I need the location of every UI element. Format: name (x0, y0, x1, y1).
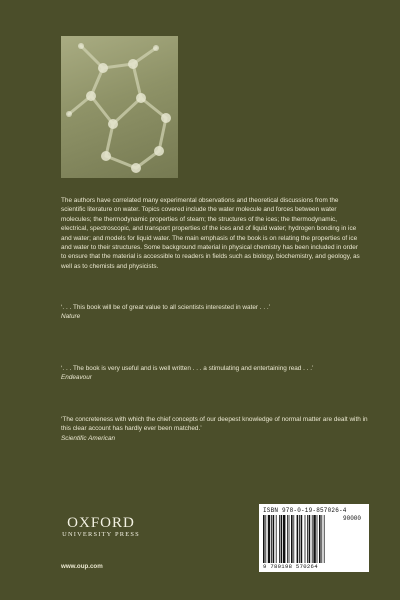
review-quote (61, 364, 371, 383)
quote-text: ‘. . . The book is very useful and is well written . . . a stimulating and entertaining read . . .’ (61, 365, 314, 372)
molecular-model-image (61, 36, 178, 178)
book-description: The authors have correlated many experimental observations and theoretical discussions from the scientific literature on water. Topics covered include the water molecule and forces between water molecules; the thermodynamic properties of steam; the structures of the ices; the thermodynamic, electrical, spectroscopic, and transport properties of the ices and of liquid water; hydrogen bonding in ice and water; and models for liquid water. The main emphasis of the book is on relating the properties of ice and water to their structures. Some background material in physical chemistry has been included in order to ensure that the material is accessible to readers in fields such as biology, biochemistry, and geology, as well as to chemists and physicists. (61, 197, 360, 270)
quote-text: ‘The concreteness with which the chief concepts of our deepest knowledge of normal matter are dealt with in this clear account has hardly ever been matched.’ (61, 416, 368, 433)
molecule-structure-graphic (61, 36, 178, 178)
publisher-url: www.oup.com (61, 563, 103, 570)
publisher-logo (61, 515, 141, 539)
review-quote (61, 415, 371, 443)
publisher-logo-sub: UNIVERSITY PRESS (62, 531, 140, 538)
barcode-label (259, 504, 369, 572)
barcode-bars (263, 515, 339, 563)
price-code: 90000 (343, 515, 362, 522)
quote-text: ‘. . . This book will be of great value to all scientists interested in water . . .’ (61, 304, 271, 311)
quote-source: Scientific American (61, 434, 116, 442)
quote-source: Endeavour (61, 374, 92, 382)
publisher-logo-main: OXFORD (67, 515, 135, 531)
review-quote (61, 303, 371, 322)
ean-number: 9 780198 570264 (263, 563, 318, 570)
quote-source: Nature (61, 313, 81, 321)
isbn-text: ISBN 978-0-19-857026-4 (263, 507, 347, 514)
